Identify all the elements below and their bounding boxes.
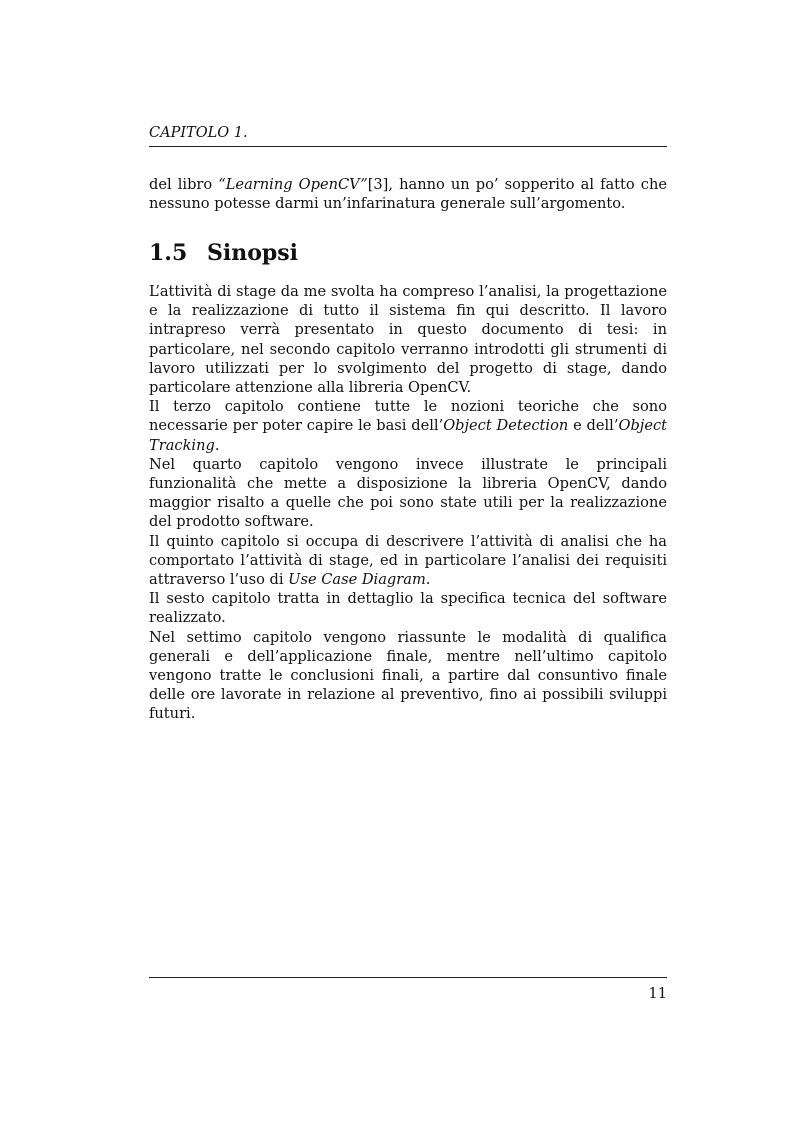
paragraph-1: L’attività di stage da me svolta ha compreso l’analisi, la progettazione e la realizzazione di tutto il sistema fin qui descritto. Il lavoro intrapreso verrà presentato in questo documento di tesi: in particolare, nel secondo capitolo verranno introdotti gli strumenti di lavoro utilizzati per lo svolgimento del progetto di stage, dando particolare attenzione alla libreria OpenCV. — [149, 283, 667, 397]
page-number: 11 — [648, 985, 667, 1002]
paragraph-2-text: Il terzo capitolo contiene tutte le nozioni teoriche che sono necessarie per poter capire le basi dell’ — [149, 398, 667, 435]
paragraph-4-text: Il quinto capitolo si occupa di descrivere l’attività di analisi che ha comportato l’attività di stage, ed in particolare l’analisi dei requisiti attraverso l’uso di — [149, 532, 667, 589]
paragraph-2 — [149, 397, 667, 455]
paragraph-4 — [149, 532, 667, 590]
intro-text-after: [3], hanno un po’ sopperito al fatto che nessuno potesse darmi un’infarinatura generale sull’argomento. — [149, 176, 667, 213]
section-heading — [149, 240, 298, 266]
paragraph-2-end: . — [214, 436, 220, 454]
section-body — [149, 282, 667, 724]
term-use-case-diagram: Use Case Diagram — [288, 571, 426, 589]
intro-text-before: del libro — [149, 176, 219, 193]
paragraph-5: Il sesto capitolo tratta in dettaglio la specifica tecnica del software realizzato. — [149, 590, 667, 627]
term-object-tracking: Object Tracking — [149, 417, 667, 454]
paragraph-2-middle: e dell’ — [568, 417, 619, 435]
running-header: CAPITOLO 1. — [149, 125, 248, 141]
footer-rule — [149, 977, 667, 978]
section-title: Sinopsi — [207, 240, 299, 266]
book-title: “Learning OpenCV” — [218, 176, 368, 193]
intro-paragraph — [149, 175, 667, 213]
header-rule — [149, 146, 667, 147]
term-object-detection: Object Detection — [443, 417, 569, 435]
paragraph-6: Nel settimo capitolo vengono riassunte le modalità di qualifica generali e dell’applicazione finale, mentre nell’ultimo capitolo vengono tratte le conclusioni finali, a partire dal consuntivo finale delle ore lavorate in relazione al preventivo, fino ai possibili sviluppi futuri. — [149, 628, 667, 723]
paragraph-3: Nel quarto capitolo vengono invece illustrate le principali funzionalità che mette a disposizione la libreria OpenCV, dando maggior risalto a quelle che poi sono state utili per la realizzazione del prodotto software. — [149, 455, 667, 531]
paragraph-4-end: . — [425, 571, 431, 589]
section-number: 1.5 — [149, 240, 188, 266]
